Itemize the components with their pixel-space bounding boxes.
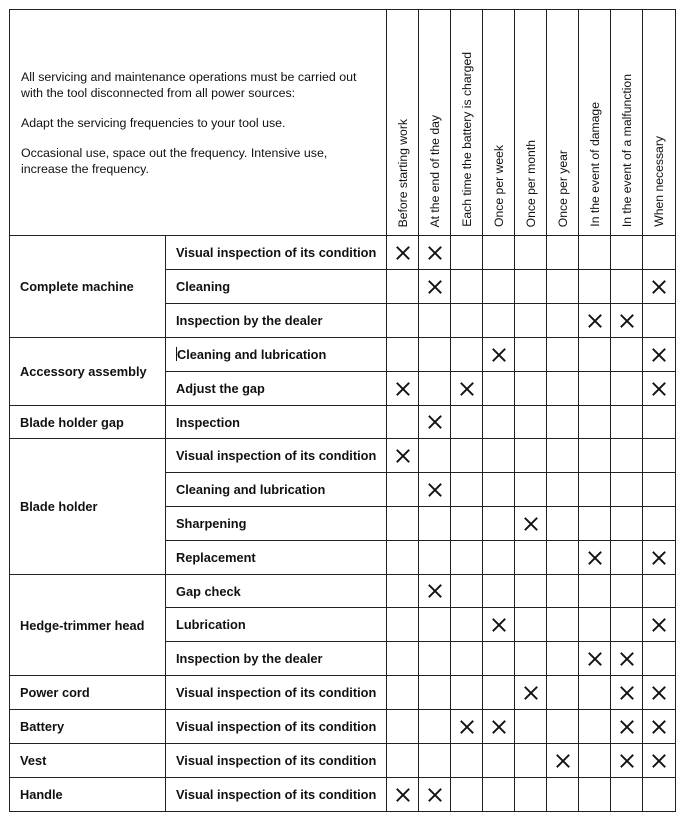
operation-cell: [166, 270, 387, 304]
column-header-once-per-week: [483, 10, 515, 236]
operation-label: Visual inspection of its condition: [176, 753, 377, 768]
frequency-cell: [387, 575, 419, 608]
check-mark-icon: [428, 788, 442, 802]
check-mark-icon: [396, 382, 410, 396]
column-header-once-per-month: [515, 10, 547, 236]
intro-line-1: All servicing and maintenance operations must be carried out with the tool disconnected from all power sources:: [21, 69, 357, 100]
frequency-cell: [451, 236, 483, 270]
operation-label: Inspection by the dealer: [176, 651, 323, 666]
component-cell: Power cord: [10, 676, 166, 710]
operation-cell: [166, 608, 387, 642]
operation-label: Adjust the gap: [176, 381, 265, 396]
frequency-cell: [515, 676, 547, 710]
column-header-when-necessary: [643, 10, 676, 236]
frequency-cell: [611, 676, 643, 710]
frequency-cell: [483, 338, 515, 372]
frequency-cell: [483, 541, 515, 575]
frequency-cell: [515, 710, 547, 744]
frequency-cell: [387, 507, 419, 541]
frequency-cell: [387, 270, 419, 304]
check-mark-icon: [652, 618, 666, 632]
frequency-cell: [451, 541, 483, 575]
check-mark-icon: [428, 483, 442, 497]
check-mark-icon: [620, 314, 634, 328]
frequency-cell: [419, 372, 451, 406]
frequency-cell: [611, 439, 643, 473]
frequency-cell: [515, 575, 547, 608]
operation-cell: [166, 744, 387, 778]
frequency-cell: [387, 304, 419, 338]
table-row: [10, 575, 676, 608]
check-mark-icon: [620, 686, 634, 700]
column-header-label: Once per week: [491, 145, 506, 227]
frequency-cell: [483, 507, 515, 541]
frequency-cell: [419, 473, 451, 507]
operation-cell: [166, 304, 387, 338]
check-mark-icon: [524, 686, 538, 700]
frequency-cell: [611, 608, 643, 642]
maintenance-table: [9, 9, 676, 812]
check-mark-icon: [460, 720, 474, 734]
check-mark-icon: [652, 754, 666, 768]
check-mark-icon: [652, 551, 666, 565]
operation-cell: [166, 575, 387, 608]
operation-label: Cleaning and lubrication: [177, 347, 327, 362]
frequency-cell: [611, 541, 643, 575]
check-mark-icon: [652, 720, 666, 734]
operation-cell: [166, 236, 387, 270]
frequency-cell: [483, 304, 515, 338]
frequency-cell: [451, 710, 483, 744]
operation-label: Visual inspection of its condition: [176, 685, 377, 700]
check-mark-icon: [396, 449, 410, 463]
column-header-label: In the event of a malfunction: [619, 73, 634, 227]
frequency-cell: [483, 270, 515, 304]
check-mark-icon: [492, 720, 506, 734]
component-cell: Vest: [10, 744, 166, 778]
table-row: [10, 744, 676, 778]
frequency-cell: [483, 575, 515, 608]
frequency-cell: [451, 507, 483, 541]
check-mark-icon: [524, 517, 538, 531]
frequency-cell: [611, 778, 643, 812]
check-mark-icon: [620, 720, 634, 734]
check-mark-icon: [652, 382, 666, 396]
frequency-cell: [515, 473, 547, 507]
frequency-cell: [611, 270, 643, 304]
frequency-cell: [451, 575, 483, 608]
column-header-battery-charged: [451, 10, 483, 236]
frequency-cell: [547, 608, 579, 642]
frequency-cell: [387, 676, 419, 710]
frequency-cell: [419, 676, 451, 710]
frequency-cell: [387, 541, 419, 575]
frequency-cell: [483, 642, 515, 676]
frequency-cell: [483, 744, 515, 778]
frequency-cell: [451, 406, 483, 439]
check-mark-icon: [396, 246, 410, 260]
check-mark-icon: [428, 584, 442, 598]
frequency-cell: [483, 406, 515, 439]
frequency-cell: [611, 406, 643, 439]
operation-cell: [166, 541, 387, 575]
frequency-cell: [483, 608, 515, 642]
frequency-cell: [515, 541, 547, 575]
frequency-cell: [547, 541, 579, 575]
frequency-cell: [579, 338, 611, 372]
frequency-cell: [419, 439, 451, 473]
check-mark-icon: [620, 754, 634, 768]
component-cell: Blade holder gap: [10, 406, 166, 439]
operation-label: Cleaning and lubrication: [176, 482, 326, 497]
column-header-label: Once per month: [523, 139, 538, 227]
column-header-once-per-year: [547, 10, 579, 236]
operation-label: Cleaning: [176, 279, 231, 294]
frequency-cell: [483, 372, 515, 406]
column-header-label: Before starting work: [395, 118, 410, 227]
frequency-cell: [419, 406, 451, 439]
frequency-cell: [515, 778, 547, 812]
frequency-cell: [387, 744, 419, 778]
frequency-cell: [515, 338, 547, 372]
frequency-cell: [579, 676, 611, 710]
intro-line-2: Adapt the servicing frequencies to your tool use.: [21, 115, 286, 130]
frequency-cell: [515, 608, 547, 642]
table-row: [10, 710, 676, 744]
table-row: [10, 236, 676, 270]
frequency-cell: [547, 439, 579, 473]
frequency-cell: [451, 439, 483, 473]
frequency-cell: [547, 406, 579, 439]
frequency-cell: [451, 676, 483, 710]
frequency-cell: [419, 642, 451, 676]
frequency-cell: [547, 372, 579, 406]
frequency-cell: [643, 304, 676, 338]
check-mark-icon: [588, 652, 602, 666]
frequency-cell: [643, 608, 676, 642]
operation-label: Sharpening: [176, 516, 247, 531]
frequency-cell: [483, 236, 515, 270]
frequency-cell: [515, 270, 547, 304]
check-mark-icon: [428, 280, 442, 294]
frequency-cell: [579, 439, 611, 473]
operation-cell: [166, 507, 387, 541]
frequency-cell: [483, 473, 515, 507]
check-mark-icon: [428, 246, 442, 260]
frequency-cell: [387, 608, 419, 642]
check-mark-icon: [492, 348, 506, 362]
frequency-cell: [515, 304, 547, 338]
frequency-cell: [579, 608, 611, 642]
check-mark-icon: [588, 314, 602, 328]
frequency-cell: [419, 270, 451, 304]
maintenance-table-body: [10, 236, 676, 812]
check-mark-icon: [652, 348, 666, 362]
frequency-cell: [611, 710, 643, 744]
frequency-cell: [547, 744, 579, 778]
frequency-cell: [419, 304, 451, 338]
component-cell: Battery: [10, 710, 166, 744]
operation-cell: [166, 778, 387, 812]
frequency-cell: [611, 304, 643, 338]
frequency-cell: [515, 439, 547, 473]
frequency-cell: [387, 372, 419, 406]
column-header-label: In the event of damage: [587, 102, 602, 227]
operation-label: Visual inspection of its condition: [176, 719, 377, 734]
frequency-cell: [419, 575, 451, 608]
frequency-cell: [451, 304, 483, 338]
column-header-before-starting-work: [387, 10, 419, 236]
frequency-cell: [579, 744, 611, 778]
operation-label: Inspection: [176, 414, 240, 430]
operation-label: Visual inspection of its condition: [176, 448, 377, 463]
frequency-cell: [419, 608, 451, 642]
frequency-cell: [579, 642, 611, 676]
frequency-cell: [451, 744, 483, 778]
column-header-label: Each time the battery is charged: [459, 52, 474, 227]
frequency-cell: [547, 778, 579, 812]
frequency-cell: [419, 778, 451, 812]
operation-label: Visual inspection of its condition: [176, 245, 377, 260]
check-mark-icon: [652, 280, 666, 294]
frequency-cell: [611, 744, 643, 778]
frequency-cell: [515, 507, 547, 541]
frequency-cell: [579, 406, 611, 439]
frequency-cell: [611, 338, 643, 372]
frequency-cell: [387, 439, 419, 473]
frequency-cell: [483, 778, 515, 812]
frequency-cell: [547, 575, 579, 608]
frequency-cell: [547, 473, 579, 507]
frequency-cell: [643, 507, 676, 541]
check-mark-icon: [428, 415, 442, 429]
table-row: [10, 406, 676, 439]
frequency-cell: [451, 778, 483, 812]
frequency-cell: [547, 236, 579, 270]
frequency-cell: [643, 642, 676, 676]
column-header-event-of-malfunction: [611, 10, 643, 236]
component-cell: Blade holder: [10, 439, 166, 575]
frequency-cell: [579, 541, 611, 575]
frequency-cell: [579, 304, 611, 338]
frequency-cell: [547, 304, 579, 338]
operation-cell: [166, 473, 387, 507]
component-cell: Handle: [10, 778, 166, 812]
frequency-cell: [451, 372, 483, 406]
frequency-cell: [579, 372, 611, 406]
frequency-cell: [547, 642, 579, 676]
table-row: [10, 676, 676, 710]
frequency-cell: [547, 507, 579, 541]
frequency-cell: [419, 338, 451, 372]
operation-label: Lubrication: [176, 617, 246, 632]
frequency-cell: [643, 778, 676, 812]
frequency-cell: [643, 439, 676, 473]
frequency-cell: [643, 473, 676, 507]
frequency-cell: [387, 338, 419, 372]
frequency-cell: [643, 372, 676, 406]
frequency-cell: [579, 575, 611, 608]
check-mark-icon: [460, 382, 474, 396]
frequency-cell: [483, 710, 515, 744]
frequency-cell: [643, 575, 676, 608]
frequency-cell: [419, 236, 451, 270]
table-row: [10, 439, 676, 473]
frequency-cell: [451, 608, 483, 642]
frequency-cell: [643, 406, 676, 439]
operation-label: Inspection by the dealer: [176, 313, 323, 328]
frequency-cell: [515, 744, 547, 778]
frequency-cell: [451, 270, 483, 304]
frequency-cell: [451, 642, 483, 676]
frequency-cell: [483, 439, 515, 473]
operation-cell: [166, 439, 387, 473]
component-cell: Hedge-trimmer head: [10, 575, 166, 676]
intro-line-3: Occasional use, space out the frequency. Intensive use, increase the frequency.: [21, 145, 328, 176]
frequency-cell: [611, 372, 643, 406]
frequency-cell: [643, 338, 676, 372]
frequency-cell: [451, 338, 483, 372]
frequency-cell: [643, 236, 676, 270]
intro-cell: [10, 10, 387, 236]
frequency-cell: [643, 541, 676, 575]
frequency-cell: [483, 676, 515, 710]
frequency-cell: [387, 642, 419, 676]
operation-label: Visual inspection of its condition: [176, 787, 377, 802]
operation-label: Replacement: [176, 550, 256, 565]
header-row: [10, 10, 676, 236]
operation-cell: [166, 338, 387, 372]
frequency-cell: [419, 507, 451, 541]
frequency-cell: [419, 710, 451, 744]
frequency-cell: [611, 507, 643, 541]
frequency-cell: [611, 575, 643, 608]
table-row: [10, 338, 676, 372]
check-mark-icon: [588, 551, 602, 565]
frequency-cell: [419, 541, 451, 575]
operation-cell: [166, 406, 387, 439]
component-cell: Complete machine: [10, 236, 166, 338]
frequency-cell: [387, 473, 419, 507]
operation-label: Gap check: [176, 583, 241, 599]
frequency-cell: [643, 744, 676, 778]
check-mark-icon: [492, 618, 506, 632]
column-header-event-of-damage: [579, 10, 611, 236]
frequency-cell: [547, 338, 579, 372]
frequency-cell: [387, 710, 419, 744]
frequency-cell: [547, 710, 579, 744]
frequency-cell: [515, 406, 547, 439]
frequency-cell: [643, 676, 676, 710]
frequency-cell: [611, 236, 643, 270]
table-row: [10, 778, 676, 812]
frequency-cell: [643, 710, 676, 744]
frequency-cell: [451, 473, 483, 507]
column-header-label: When necessary: [652, 136, 666, 227]
frequency-cell: [515, 642, 547, 676]
frequency-cell: [611, 642, 643, 676]
operation-cell: [166, 676, 387, 710]
frequency-cell: [579, 507, 611, 541]
frequency-cell: [547, 676, 579, 710]
column-header-label: Once per year: [555, 149, 570, 227]
component-cell: Accessory assembly: [10, 338, 166, 406]
frequency-cell: [515, 236, 547, 270]
frequency-cell: [579, 473, 611, 507]
operation-cell: [166, 710, 387, 744]
frequency-cell: [611, 473, 643, 507]
frequency-cell: [515, 372, 547, 406]
frequency-cell: [579, 236, 611, 270]
frequency-cell: [419, 744, 451, 778]
check-mark-icon: [556, 754, 570, 768]
frequency-cell: [387, 236, 419, 270]
frequency-cell: [387, 406, 419, 439]
operation-cell: [166, 372, 387, 406]
check-mark-icon: [396, 788, 410, 802]
frequency-cell: [547, 270, 579, 304]
operation-cell: [166, 642, 387, 676]
frequency-cell: [579, 778, 611, 812]
frequency-cell: [579, 270, 611, 304]
column-header-end-of-day: [419, 10, 451, 236]
check-mark-icon: [620, 652, 634, 666]
frequency-cell: [579, 710, 611, 744]
column-header-label: At the end of the day: [427, 114, 442, 227]
check-mark-icon: [652, 686, 666, 700]
frequency-cell: [643, 270, 676, 304]
frequency-cell: [387, 778, 419, 812]
